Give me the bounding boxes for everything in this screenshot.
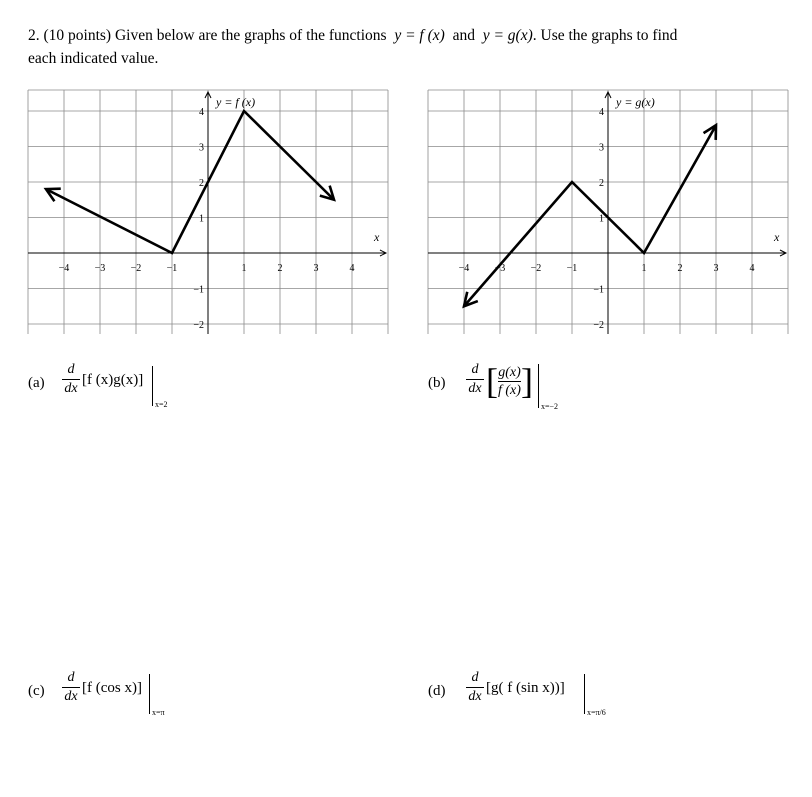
part-c-expression: [f (cos x)]: [82, 680, 142, 696]
part-d-derivative: [466, 670, 484, 705]
part-c-derivative: [62, 670, 80, 705]
part-d-eval: x=π/6: [587, 708, 606, 717]
part-d: [428, 668, 768, 728]
part-b-derivative: [466, 362, 484, 397]
problem-points: (10 points): [43, 27, 112, 44]
y-tick-label: 2: [599, 178, 604, 189]
y-tick-label: 3: [199, 142, 204, 154]
x-tick-label: −3: [494, 263, 506, 274]
eval-bar: [152, 366, 153, 406]
part-a-eval: x=2: [155, 400, 168, 409]
and-word: and: [452, 27, 475, 44]
part-d-expression: [g( f (sin x))]: [486, 680, 565, 696]
y-tick-label: 4: [599, 107, 604, 118]
problem-number: 2.: [28, 27, 40, 44]
y-tick-label: 1: [199, 213, 204, 225]
x-tick-label: −4: [58, 263, 70, 274]
function-curve: [464, 125, 716, 306]
y-tick-label: −2: [193, 320, 204, 331]
dx-symbol: dx: [64, 689, 78, 704]
x-tick-label: −1: [166, 263, 178, 274]
fraction-bar: [466, 379, 484, 380]
part-b-eval: x=−2: [541, 402, 559, 411]
graph-g: [428, 88, 788, 334]
part-b: [428, 360, 728, 420]
eval-bar: [149, 674, 150, 714]
quotient-numerator: g(x): [498, 364, 521, 380]
problem-line2: each indicated value.: [28, 50, 159, 67]
g-equation: y = g(x): [482, 27, 533, 44]
eval-bar: [584, 674, 585, 714]
part-b-expression: [486, 360, 533, 402]
graph-f: [28, 88, 388, 334]
x-tick-label: 3: [713, 263, 719, 274]
x-tick-label: 1: [641, 263, 647, 274]
part-a-expression: [f (x)g(x)]: [82, 372, 144, 388]
function-label: y = f (x): [216, 95, 256, 109]
dx-symbol: dx: [64, 381, 78, 396]
part-c-label: (c): [28, 683, 45, 699]
x-tick-label: 4: [749, 263, 755, 274]
quotient-denominator: f (x): [498, 382, 521, 398]
part-a-derivative: [62, 362, 80, 397]
x-tick-label: 4: [349, 263, 355, 274]
y-tick-label: 1: [599, 213, 604, 225]
y-tick-label: −1: [593, 284, 604, 296]
x-tick-label: −4: [458, 263, 470, 274]
x-tick-label: 1: [241, 263, 247, 274]
x-tick-label: −1: [566, 263, 578, 274]
d-symbol: d: [67, 362, 75, 377]
left-bracket: [: [486, 361, 498, 401]
x-axis-label: x: [774, 230, 780, 244]
problem-intro: Given below are the graphs of the functions: [114, 27, 387, 44]
right-bracket: ]: [520, 361, 533, 401]
x-tick-label: −2: [130, 263, 142, 274]
d-symbol: d: [67, 670, 75, 685]
y-tick-label: 3: [599, 142, 604, 154]
f-equation: y = f (x): [394, 27, 445, 44]
dx-symbol: dx: [468, 689, 482, 704]
fraction-bar: [466, 687, 484, 688]
x-tick-label: 3: [313, 263, 319, 274]
fraction-bar: [62, 687, 80, 688]
function-label: y = g(x): [616, 95, 655, 109]
part-a: [28, 360, 328, 420]
y-tick-label: −2: [593, 320, 604, 331]
part-b-label: (b): [428, 375, 446, 391]
y-tick-label: 4: [199, 107, 204, 118]
y-tick-label: 2: [199, 178, 204, 189]
part-c-eval: x=π: [152, 708, 165, 717]
part-c: [28, 668, 328, 728]
eval-bar: [538, 364, 539, 408]
fraction-bar: [62, 379, 80, 380]
x-tick-label: 2: [277, 263, 283, 274]
quotient: [498, 364, 521, 399]
part-d-label: (d): [428, 683, 446, 699]
x-tick-label: 2: [677, 263, 683, 274]
part-a-label: (a): [28, 375, 45, 391]
problem-statement: [28, 24, 788, 70]
x-axis-label: x: [374, 230, 380, 244]
problem-tail: . Use the graphs to find: [532, 27, 678, 44]
y-tick-label: −1: [193, 284, 204, 296]
x-tick-label: −3: [94, 263, 106, 274]
x-tick-label: −2: [530, 263, 542, 274]
d-symbol: d: [471, 670, 479, 685]
dx-symbol: dx: [468, 381, 482, 396]
d-symbol: d: [471, 362, 479, 377]
